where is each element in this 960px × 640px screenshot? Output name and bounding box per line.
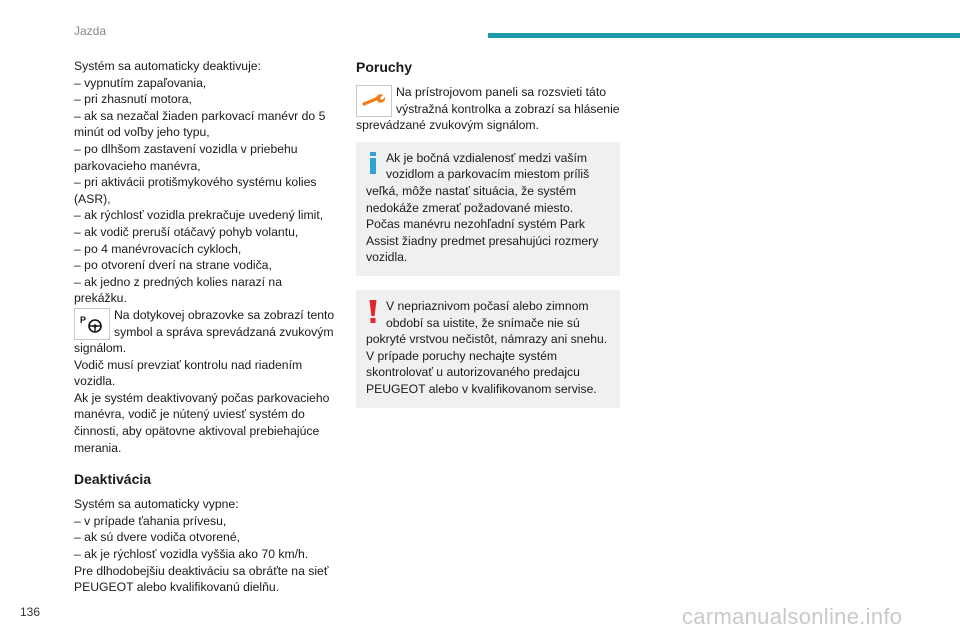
- park-assist-icon: [74, 308, 110, 340]
- list-item: – po otvorení dverí na strane vodiča,: [74, 258, 272, 273]
- info-icon: [366, 152, 380, 174]
- text-line: V nepriaznivom počasí alebo zimnom: [386, 298, 589, 313]
- text-line: sprevádzané zvukovým signálom.: [356, 118, 539, 133]
- text-line: Systém sa automaticky deaktivuje:: [74, 59, 261, 73]
- list-item-continued: minút od voľby jeho typu,: [74, 125, 210, 140]
- driver-instructions: [74, 357, 344, 457]
- wrench-warning-icon: [356, 85, 392, 117]
- text-line: nedokáže zmerať požadované miesto.: [366, 200, 574, 215]
- text-line: veľká, môže nastať situácia, že systém: [366, 183, 576, 198]
- deactivation-list: [74, 496, 344, 596]
- list-item-continued: parkovacieho manévra,: [74, 158, 201, 173]
- text-line: Ak je systém deaktivovaný počas parkovacieho: [74, 390, 330, 405]
- text-line: období sa uistite, že snímače nie sú: [386, 315, 580, 330]
- text-line: vozidlom a parkovacím miestom príliš: [386, 167, 590, 182]
- text-line: merania.: [74, 440, 122, 455]
- list-item: – v prípade ťahania prívesu,: [74, 513, 227, 528]
- text-line: vozidla.: [74, 374, 116, 389]
- warning-note: [356, 290, 620, 408]
- svg-text:P: P: [80, 314, 87, 325]
- text-line: Ak je bočná vzdialenosť medzi vaším: [386, 150, 588, 165]
- watermark: carmanualsonline.info: [682, 604, 903, 629]
- info-note: [356, 142, 620, 276]
- touchscreen-symbol-paragraph: [74, 307, 344, 357]
- text-line: manévra, vodič je nútený uviesť systém do: [74, 407, 305, 422]
- list-item: – ak sú dvere vodiča otvorené,: [74, 530, 240, 545]
- text-line: Na prístrojovom paneli sa rozsvieti táto: [396, 85, 606, 99]
- list-item: – pri aktivácii protišmykového systému kolies: [74, 175, 317, 190]
- right-column: [356, 58, 620, 408]
- warning-lamp-paragraph: [356, 84, 620, 134]
- exclamation-icon: [366, 300, 380, 322]
- text-line: vozidla.: [366, 250, 408, 265]
- text-line: Na dotykovej obrazovke sa zobrazí tento: [114, 307, 335, 322]
- list-item: – ak rýchlosť vozidla prekračuje uvedený limit,: [74, 208, 324, 223]
- text-line: V prípade poruchy nechajte systém: [366, 348, 558, 363]
- left-column: [74, 58, 344, 596]
- text-line: Assist žiadny predmet presahujúci rozmery: [366, 233, 599, 248]
- text-line: skontrolovať u autorizovaného predajcu: [366, 365, 580, 380]
- list-item-continued: (ASR),: [74, 191, 111, 206]
- text-line: činnosti, aby opätovne aktivoval prebiehajúce: [74, 424, 320, 439]
- list-item: – ak vodič preruší otáčavý pohyb volantu,: [74, 224, 299, 239]
- text-line: pokryté vrstvou nečistôt, námrazy ani snehu.: [366, 332, 608, 347]
- deactivation-conditions-list: [74, 58, 344, 307]
- text-line: symbol a správa sprevádzaná zvukovým: [114, 324, 334, 339]
- list-item: – ak jedno z predných kolies narazí na: [74, 274, 282, 289]
- list-item: – pri zhasnutí motora,: [74, 92, 192, 107]
- text-line: Počas manévru nezohľadní systém Park: [366, 217, 585, 232]
- list-item: – po 4 manévrovacích cykloch,: [74, 241, 242, 256]
- list-item: – ak je rýchlosť vozidla vyššia ako 70 km/h.: [74, 547, 309, 562]
- section-title: Jazda: [74, 24, 107, 38]
- deactivation-heading: Deaktivácia: [74, 471, 152, 488]
- text-line: signálom.: [74, 341, 127, 356]
- text-line: Pre dlhodobejšiu deaktiváciu sa obráťte na sieť: [74, 563, 329, 578]
- list-item-continued: prekážku.: [74, 291, 127, 306]
- faults-heading: Poruchy: [356, 59, 413, 75]
- header-accent-bar: [488, 33, 960, 38]
- list-item: – ak sa nezačal žiaden parkovací manévr do 5: [74, 108, 326, 123]
- list-item: – vypnutím zapaľovania,: [74, 75, 207, 90]
- page-number: 136: [20, 605, 41, 619]
- text-line: výstražná kontrolka a zobrazí sa hlásenie: [396, 101, 620, 116]
- list-item: – po dlhšom zastavení vozidla v priebehu: [74, 141, 298, 156]
- text-line: Vodič musí prevziať kontrolu nad riadením: [74, 357, 303, 372]
- text-line: PEUGEOT alebo v kvalifikovanom servise.: [366, 381, 597, 396]
- text-line: PEUGEOT alebo kvalifikovanú dielňu.: [74, 580, 280, 595]
- text-line: Systém sa automaticky vypne:: [74, 497, 239, 512]
